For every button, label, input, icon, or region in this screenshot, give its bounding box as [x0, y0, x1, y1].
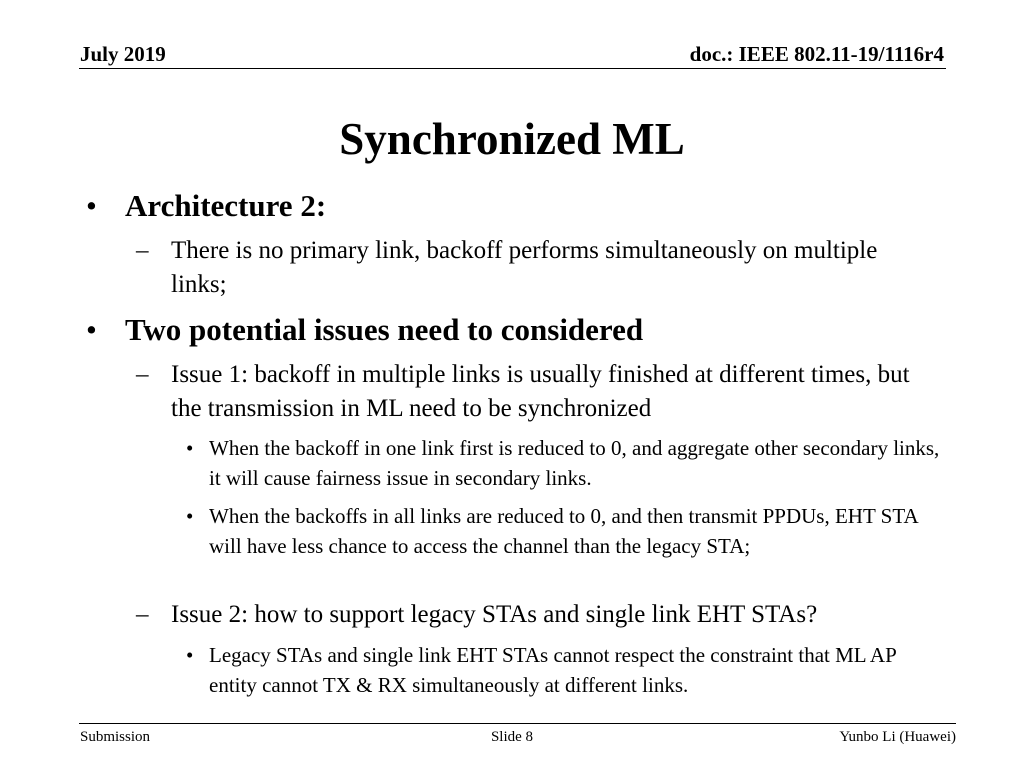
- sub-bullet-dash: –: [136, 601, 149, 628]
- sub-bullet-issue-1: Issue 1: backoff in multiple links is usually finished at different times, but the transmission in ML need to be synchronized: [171, 361, 910, 422]
- bullet-dot: •: [86, 188, 97, 223]
- issue-1-point-fairness: When the backoff in one link first is reduced to 0, and aggregate other secondary links, it will cause fairness issue in secondary links.: [209, 436, 940, 490]
- footer-author: Yunbo Li (Huawei): [839, 729, 956, 745]
- sub-bullet-dash: –: [136, 237, 149, 264]
- sub-bullet-issue-2: Issue 2: how to support legacy STAs and single link EHT STAs?: [171, 601, 818, 628]
- sub-sub-bullet-dot: •: [186, 436, 194, 460]
- header-date: July 2019: [80, 42, 166, 66]
- bullet-architecture-2: Architecture 2:: [125, 188, 327, 223]
- footer-slide-number: Slide 8: [490, 729, 534, 745]
- sub-sub-bullet-dot: •: [186, 643, 194, 667]
- header-divider: [79, 68, 946, 69]
- issue-2-point-constraint: Legacy STAs and single link EHT STAs cannot respect the constraint that ML AP entity cannot TX & RX simultaneously at different links.: [209, 643, 896, 697]
- header-doc-id: doc.: IEEE 802.11-19/1116r4: [689, 42, 944, 66]
- footer-submission: Submission: [80, 729, 151, 745]
- slide-title: Synchronized ML: [339, 114, 685, 164]
- bullet-two-issues: Two potential issues need to considered: [125, 312, 644, 347]
- sub-bullet-dash: –: [136, 361, 149, 388]
- sub-bullet-no-primary-link: There is no primary link, backoff performs simultaneously on multiple links;: [171, 237, 878, 298]
- footer-divider: [79, 723, 956, 724]
- issue-1-point-access: When the backoffs in all links are reduced to 0, and then transmit PPDUs, EHT STA will have less chance to access the channel than the legacy STA;: [209, 504, 918, 558]
- bullet-dot: •: [86, 312, 97, 347]
- sub-sub-bullet-dot: •: [186, 504, 194, 528]
